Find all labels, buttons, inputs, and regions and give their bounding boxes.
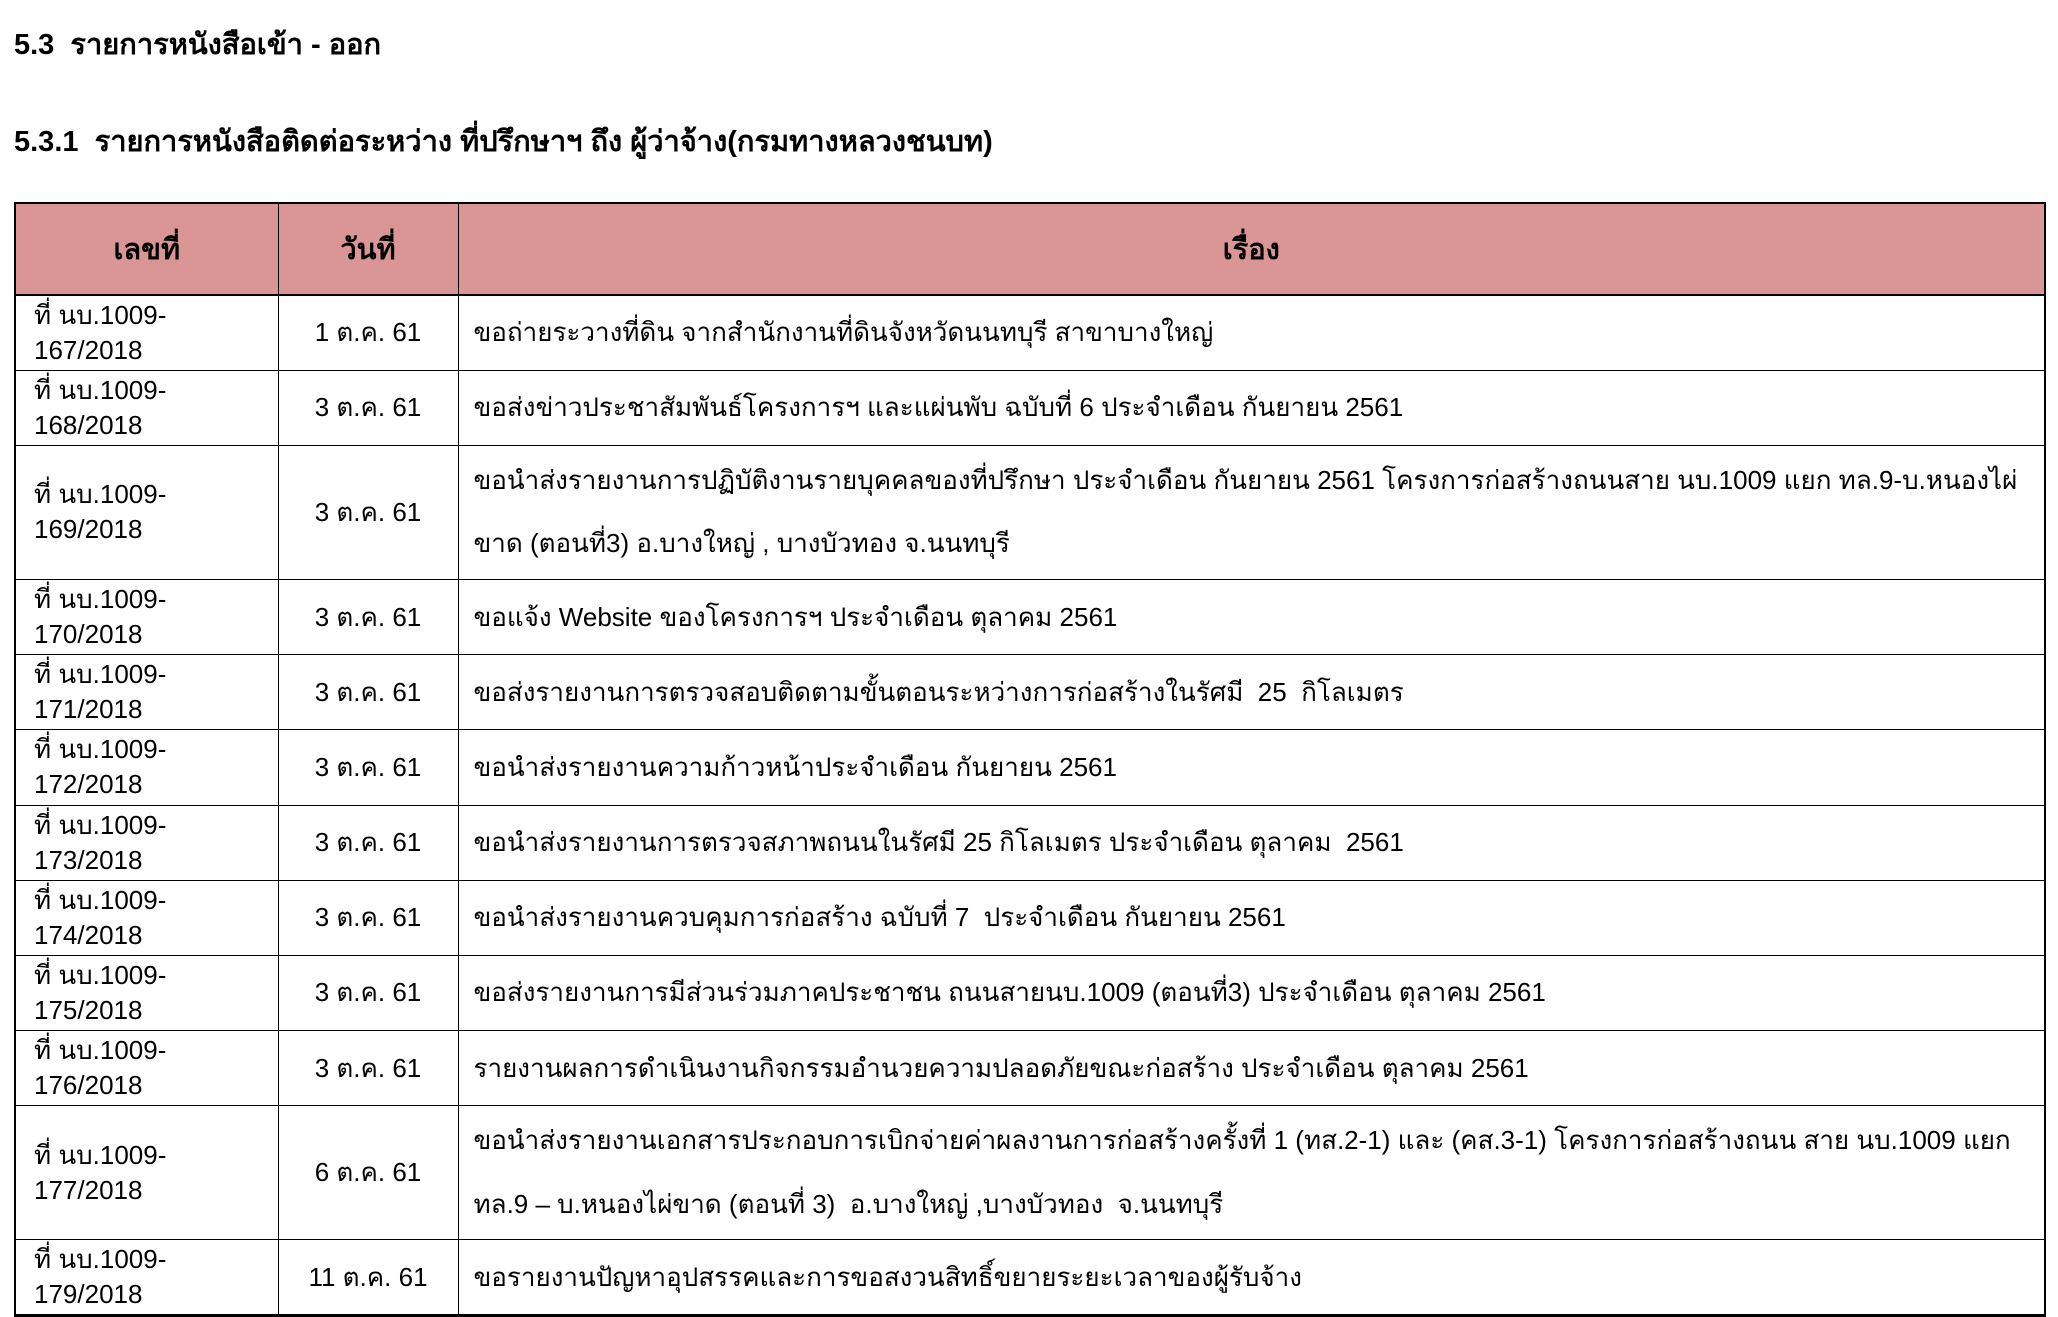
date-cell: 3 ต.ค. 61 (278, 955, 458, 1030)
column-header-subject: เรื่อง (458, 203, 2045, 295)
doc-number-cell: ที่ นบ.1009-176/2018 (15, 1031, 278, 1106)
table-row (15, 579, 2045, 654)
subject-cell: ขอนำส่งรายงานควบคุมการก่อสร้าง ฉบับที่ 7 ประจำเดือน กันยายน 2561 (458, 880, 2045, 955)
date-cell: 11 ต.ค. 61 (278, 1240, 458, 1316)
subject-cell: รายงานผลการดำเนินงานกิจกรรมอำนวยความปลอดภัยขณะก่อสร้าง ประจำเดือน ตุลาคม 2561 (458, 1031, 2045, 1106)
column-header-number: เลขที่ (15, 203, 278, 295)
date-cell: 3 ต.ค. 61 (278, 880, 458, 955)
doc-number-cell: ที่ นบ.1009-169/2018 (15, 445, 278, 579)
subject-cell: ขอรายงานปัญหาอุปสรรคและการขอสงวนสิทธิ์ขยายระยะเวลาของผู้รับจ้าง (458, 1240, 2045, 1316)
date-cell: 3 ต.ค. 61 (278, 805, 458, 880)
table-row (15, 730, 2045, 805)
date-cell: 3 ต.ค. 61 (278, 370, 458, 445)
subject-cell: ขอนำส่งรายงานเอกสารประกอบการเบิกจ่ายค่าผลงานการก่อสร้างครั้งที่ 1 (ทส.2-1) และ (คส.3-1) โครงการก่อสร้างถนน สาย นบ.1009 แยก ทล.9 – บ.หนองไผ่ขาด (ตอนที่ 3) อ.บางใหญ่ ,บางบัวทอง จ.นนทบุรี (458, 1106, 2045, 1240)
date-cell: 3 ต.ค. 61 (278, 730, 458, 805)
subsection-title: 5.3.1 รายการหนังสือติดต่อระหว่าง ที่ปรึกษาฯ ถึง ผู้ว่าจ้าง(กรมทางหลวงชนบท) (14, 125, 993, 158)
table-header-row (15, 203, 2045, 295)
doc-number-cell: ที่ นบ.1009-172/2018 (15, 730, 278, 805)
table-row (15, 445, 2045, 579)
column-header-date: วันที่ (278, 203, 458, 295)
table-row (15, 1240, 2045, 1316)
subject-cell: ขอส่งรายงานการตรวจสอบติดตามขั้นตอนระหว่างการก่อสร้างในรัศมี 25 กิโลเมตร (458, 655, 2045, 730)
table-row (15, 880, 2045, 955)
table-row (15, 655, 2045, 730)
doc-number-cell: ที่ นบ.1009-177/2018 (15, 1106, 278, 1240)
table-row (15, 955, 2045, 1030)
correspondence-table (14, 202, 2046, 1317)
date-cell: 3 ต.ค. 61 (278, 655, 458, 730)
subject-cell: ขอส่งข่าวประชาสัมพันธ์โครงการฯ และแผ่นพับ ฉบับที่ 6 ประจำเดือน กันยายน 2561 (458, 370, 2045, 445)
doc-number-cell: ที่ นบ.1009-173/2018 (15, 805, 278, 880)
doc-number-cell: ที่ นบ.1009-170/2018 (15, 579, 278, 654)
date-cell: 3 ต.ค. 61 (278, 579, 458, 654)
date-cell: 1 ต.ค. 61 (278, 295, 458, 371)
doc-number-cell: ที่ นบ.1009-171/2018 (15, 655, 278, 730)
subject-cell: ขอส่งรายงานการมีส่วนร่วมภาคประชาชน ถนนสายนบ.1009 (ตอนที่3) ประจำเดือน ตุลาคม 2561 (458, 955, 2045, 1030)
doc-number-cell: ที่ นบ.1009-167/2018 (15, 295, 278, 371)
table-row (15, 295, 2045, 371)
date-cell: 6 ต.ค. 61 (278, 1106, 458, 1240)
subject-cell: ขอนำส่งรายงานการตรวจสภาพถนนในรัศมี 25 กิโลเมตร ประจำเดือน ตุลาคม 2561 (458, 805, 2045, 880)
date-cell: 3 ต.ค. 61 (278, 445, 458, 579)
doc-number-cell: ที่ นบ.1009-168/2018 (15, 370, 278, 445)
doc-number-cell: ที่ นบ.1009-175/2018 (15, 955, 278, 1030)
subject-cell: ขอนำส่งรายงานความก้าวหน้าประจำเดือน กันยายน 2561 (458, 730, 2045, 805)
subject-cell: ขอถ่ายระวางที่ดิน จากสำนักงานที่ดินจังหวัดนนทบุรี สาขาบางใหญ่ (458, 295, 2045, 371)
subject-cell: ขอแจ้ง Website ของโครงการฯ ประจำเดือน ตุลาคม 2561 (458, 579, 2045, 654)
table-body (15, 295, 2045, 1316)
doc-number-cell: ที่ นบ.1009-179/2018 (15, 1240, 278, 1316)
table-row (15, 805, 2045, 880)
table-header (15, 203, 2045, 295)
table-row (15, 370, 2045, 445)
date-cell: 3 ต.ค. 61 (278, 1031, 458, 1106)
section-title: 5.3 รายการหนังสือเข้า - ออก (14, 29, 382, 61)
subject-cell: ขอนำส่งรายงานการปฏิบัติงานรายบุคคลของที่ปรึกษา ประจำเดือน กันยายน 2561 โครงการก่อสร้างถนนสาย นบ.1009 แยก ทล.9-บ.หนองไผ่ขาด (ตอนที่3) อ.บางใหญ่ , บางบัวทอง จ.นนทบุรี (458, 445, 2045, 579)
doc-number-cell: ที่ นบ.1009-174/2018 (15, 880, 278, 955)
table-row (15, 1031, 2045, 1106)
table-row (15, 1106, 2045, 1240)
